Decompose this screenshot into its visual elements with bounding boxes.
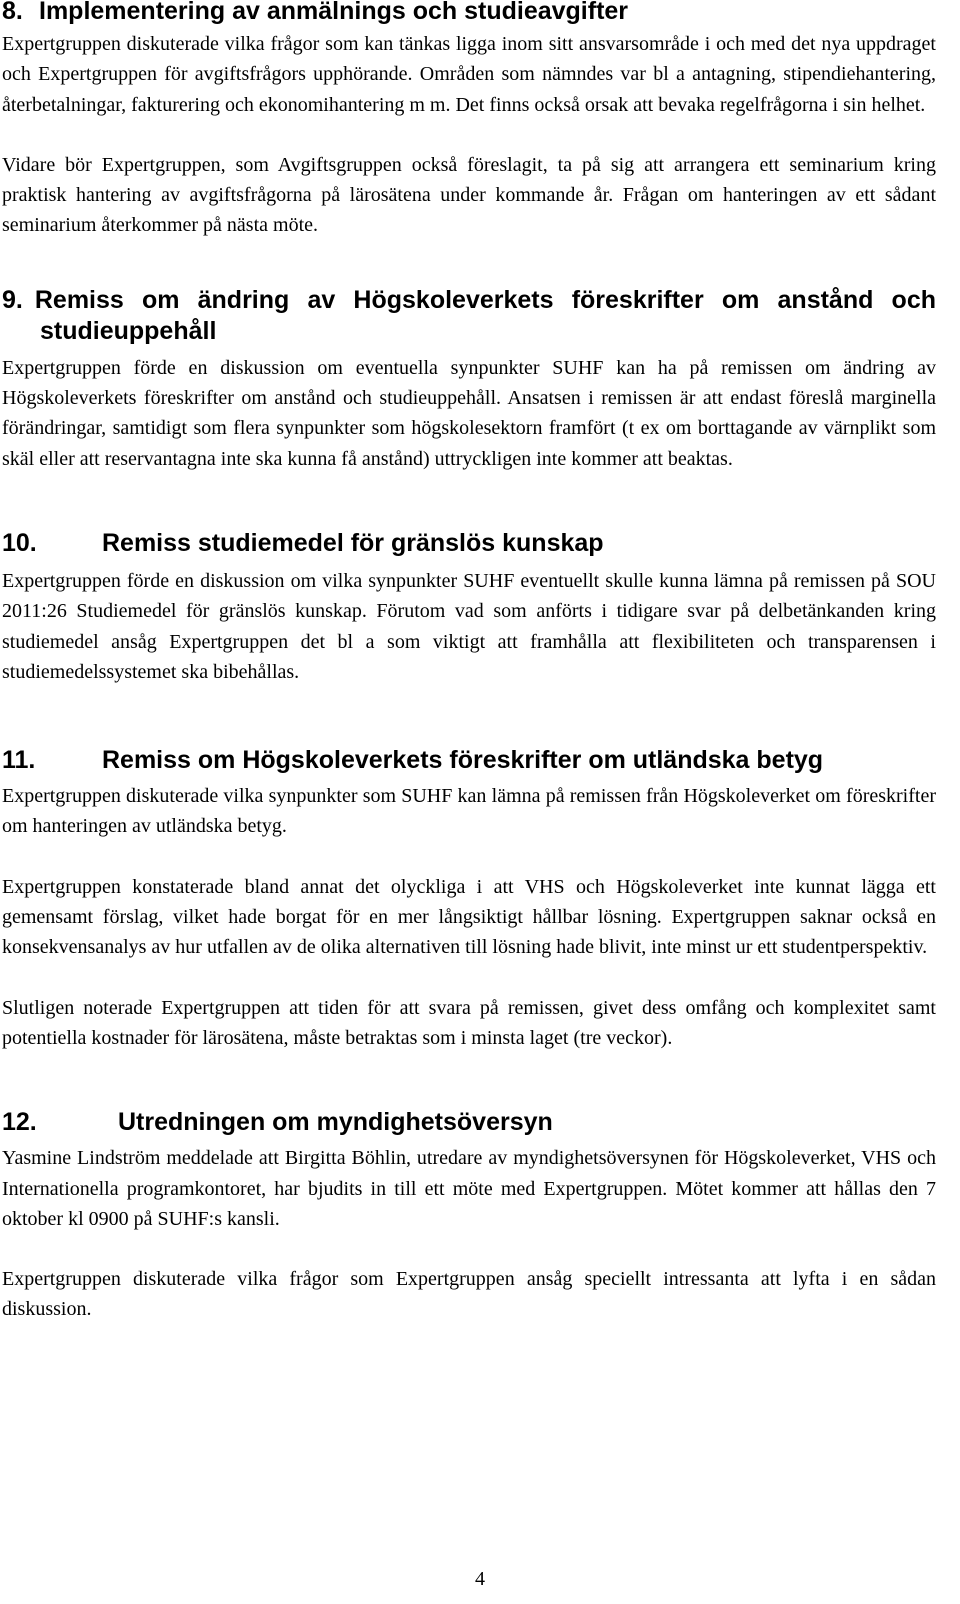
section-11 (2, 745, 936, 1053)
section-12 (2, 1107, 936, 1324)
paragraph: Yasmine Lindström meddelade att Birgitta Böhlin, utredare av myndighetsöversynen för Högskoleverket, VHS och Internationella programkontoret, har bjudits in till ett möte med Expertgruppen. Mötet kommer att hållas den 7 oktober kl 0900 på SUHF:s kansli. (2, 1147, 936, 1230)
paragraph: Expertgruppen förde en diskussion om vilka synpunkter SUHF eventuellt skulle kunna lämna på remissen på SOU 2011:26 Studiemedel för gränslös kunskap. Förutom vad som anförts i tidigare svar på delbetänkanden kring studiemedel ansåg Expertgruppen det bl a som viktigt att framhålla att flexibiliteten och transparensen i studiemedelssystemet ska bibehållas. (2, 569, 936, 683)
paragraph: Expertgruppen diskuterade vilka frågor som Expertgruppen ansåg speciellt intressanta att lyfta i en sådan diskussion. (2, 1268, 936, 1321)
section-10 (2, 528, 936, 687)
section-number: 9. (2, 285, 23, 314)
section-8 (2, 0, 936, 241)
section-heading (2, 1107, 936, 1137)
section-heading (2, 528, 936, 558)
section-number: 12. (2, 1108, 37, 1137)
section-title: Remiss studiemedel för gränslös kunskap (102, 528, 604, 557)
section-heading (2, 285, 936, 347)
paragraph: Slutligen noterade Expertgruppen att tiden för att svara på remissen, givet dess omfång och komplexitet samt potentiella kostnader för lärosätena, måste betraktas som i minsta laget (tre veckor). (2, 996, 936, 1049)
page-number: 4 (475, 1568, 485, 1590)
section-number: 11. (2, 746, 36, 775)
paragraph: Expertgruppen diskuterade vilka frågor som kan tänkas ligga inom sitt ansvarsområde i och med det nya uppdraget och Expertgruppen för avgiftsfrågors upphörande. Områden som nämndes var bl a antagning, stipendiehantering, återbetalningar, fakturering och ekonomihantering m m. Det finns också orsak att bevaka regelfrågorna i sin helhet. (2, 33, 936, 116)
section-title: Remiss om ändring av Högskoleverkets föreskrifter om anstånd och studieuppehåll (34, 285, 936, 345)
section-heading (2, 0, 936, 26)
section-number: 8. (2, 0, 23, 25)
paragraph: Expertgruppen förde en diskussion om eventuella synpunkter SUHF kan ha på remissen om ändring av Högskoleverkets föreskrifter om anstånd och studieuppehåll. Ansatsen i remissen är att endast föreslå marginella förändringar, samtidigt som flera synpunkter som högskolesektorn framfört (t ex om borttagande av värnplikt som skäl eller att reservantagna inte ska kunna få anstånd) uttryckligen inte kommer att beaktas. (2, 356, 936, 470)
paragraph: Expertgruppen konstaterade bland annat det olyckliga i att VHS och Högskoleverket inte kunnat lägga ett gemensamt förslag, vilket hade borgat för en mer långsiktigt hållbar lösning. Expertgruppen saknar också en konsekvensanalys av hur utfallen av de olika alternativen till lösning hade blivit, inte minst ur ett studentperspektiv. (2, 875, 936, 959)
section-title: Remiss om Högskoleverkets föreskrifter om utländska betyg (102, 746, 824, 775)
section-number: 10. (2, 528, 37, 557)
page-content (2, 0, 936, 1325)
paragraph: Vidare bör Expertgruppen, som Avgiftsgruppen också föreslagit, ta på sig att arrangera ett seminarium kring praktisk hantering av avgiftsfrågorna på lärosätena under kommande år. Frågan om hanteringen av ett sådant seminarium återkommer på nästa möte. (2, 153, 936, 237)
section-title: Implementering av anmälnings och studieavgifter (39, 0, 629, 25)
paragraph: Expertgruppen diskuterade vilka synpunkter som SUHF kan lämna på remissen från Högskoleverket om föreskrifter om hanteringen av utländska betyg. (2, 785, 936, 838)
section-heading (2, 745, 936, 775)
section-9 (2, 285, 936, 474)
section-title: Utredningen om myndighetsöversyn (118, 1108, 553, 1137)
